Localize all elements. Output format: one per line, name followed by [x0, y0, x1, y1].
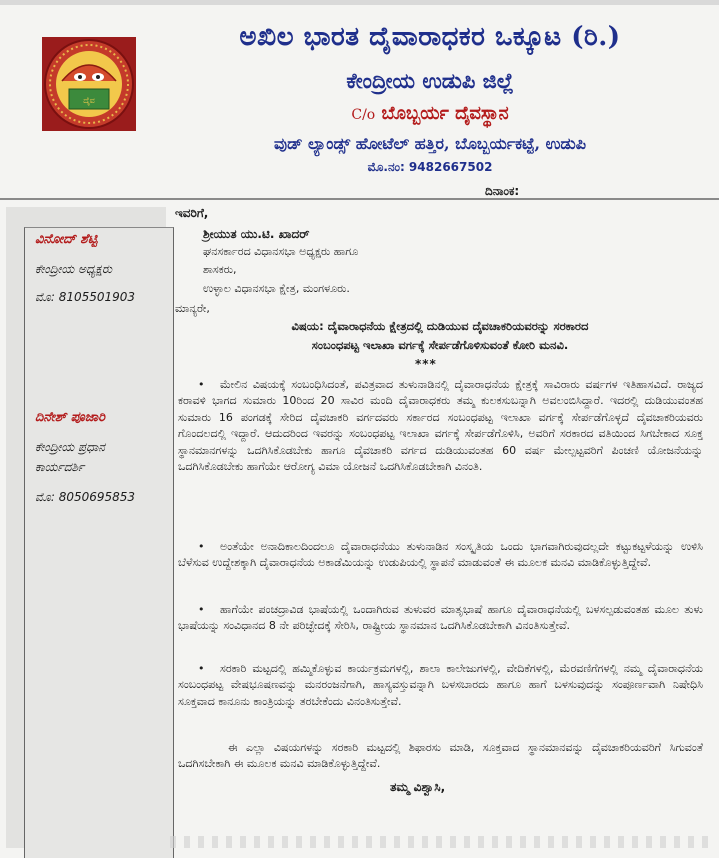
subject-line: ವಿಷಯ: ದೈವಾರಾಧನೆಯ ಕ್ಷೇತ್ರದಲ್ಲಿ ದುಡಿಯುವ ದೈವಚಾಕರಿಯವರನ್ನು ಸರಕಾರದ	[291, 319, 589, 333]
care-of-line	[150, 103, 710, 124]
member-phone-secretary: ಮೊ: 8050695853	[35, 490, 136, 504]
paragraph	[178, 661, 703, 710]
recipient-line: ಶಾಸಕರು,	[203, 263, 237, 276]
emblem-text: ದೈವ	[83, 96, 95, 105]
salutation: ಮಾನ್ಯರೇ,	[175, 302, 210, 315]
top-border	[0, 0, 719, 5]
member-role-president: ಕೇಂದ್ರೀಯ ಅಧ್ಯಕ್ಷರು	[35, 262, 113, 276]
member-phone-president: ಮೊ: 8105501903	[35, 290, 136, 304]
care-of-name: ಬೊಬ್ಬರ್ಯ ದೈವಸ್ಥಾನ	[381, 103, 509, 124]
recipient-line: ಘನಸರ್ಕಾರದ ವಿಧಾನಸಭಾ ಅಧ್ಯಕ್ಷರು ಹಾಗೂ	[203, 245, 359, 258]
member-role-secretary-line2: ಕಾರ್ಯದರ್ಶಿ	[35, 460, 85, 474]
paragraph-text: ಸರಕಾರಿ ಮಟ್ಟದಲ್ಲಿ ಹಮ್ಮಿಕೊಳ್ಳುವ ಕಾರ್ಯಕ್ರಮಗಳಲ್ಲಿ, ಶಾಲಾ ಕಾಲೇಜುಗಳಲ್ಲಿ, ವೇದಿಕೆಗಳಲ್ಲಿ, ಮೆರವಣಿಗೆಗಳಲ್ಲಿ ನಮ್ಮ ದೈವಾರಾಧನೆಯ ಸಂಬಂಧಪಟ್ಟ ವೇಷಭೂಷಣವನ್ನು ಮನರಂಜನೆಗಾಗಿ, ಹಾಸ್ಯವಸ್ತುವನ್ನಾಗಿ ಬಳಸಬಾರದು ಹಾಗೂ ಹಾಗೆ ಬಳಸುವುದನ್ನು ಸಂಪೂರ್ಣವಾಗಿ ನಿಷೇಧಿಸಿ ಸೂಕ್ತವಾದ ಕಾನೂನು ಕಾಂತ್ರಿಯನ್ನು ತರಬೇಕೆಂದು ವಿನಂತಿಸುತ್ತೇವೆ.	[178, 662, 703, 708]
paragraph-text: ಹಾಗೆಯೇ ಪಂಚದ್ರಾವಿಡ ಭಾಷೆಯಲ್ಲಿ ಒಂದಾಗಿರುವ ತುಳುವರ ಮಾತೃಭಾಷೆ ಹಾಗೂ ದೈವಾರಾಧನೆಯಲ್ಲಿ ಬಳಸಲ್ಪಡುವಂತಹ ಮೂಲ ತುಳು ಭಾಷೆಯನ್ನು ಸಂವಿಧಾನದ 8 ನೇ ಪರಿಚ್ಛೇದಕ್ಕೆ ಸೇರಿಸಿ, ರಾಷ್ಟ್ರೀಯ ಸ್ಥಾನಮಾನ ಒದಗಿಸಿಕೊಡಬೇಕಾಗಿ ವಿನಂತಿಸುತ್ತೇವೆ.	[178, 603, 703, 633]
member-role-secretary-line1: ಕೇಂದ್ರೀಯ ಪ್ರಧಾನ	[35, 440, 105, 454]
org-subtitle: ಕೇಂದ್ರೀಯ ಉಡುಪಿ ಜಿಲ್ಲೆ	[346, 68, 514, 93]
closing: ತಮ್ಮ ವಿಶ್ವಾಸಿ,	[390, 780, 446, 794]
sidebar-panel	[24, 227, 174, 858]
bullet-icon: •	[198, 603, 205, 616]
member-name-president: ವಿನೋದ್ ಶೆಟ್ಟಿ	[35, 232, 98, 247]
org-phone: ಮೊ.ನಂ: 9482667502	[367, 160, 493, 174]
member-name-secretary: ದಿನೇಶ್ ಪೂಜಾರಿ	[35, 410, 105, 425]
sidebar	[6, 207, 166, 848]
org-address: ವುಡ್ ಲ್ಯಾಂಡ್ಸ್ ಹೋಟೆಲ್ ಹತ್ತಿರ, ಬೊಬ್ಬರ್ಯಕಟ್ಟೆ, ಉಡುಪಿ	[274, 134, 586, 153]
bullet-icon: •	[198, 662, 205, 675]
recipient-name: ಶ್ರೀಯುತ ಯು.ಟಿ. ಖಾದರ್	[203, 227, 310, 241]
final-paragraph: ಈ ಎಲ್ಲಾ ವಿಷಯಗಳನ್ನು ಸರಕಾರಿ ಮಟ್ಟದಲ್ಲಿ ಶಿಫಾರಸು ಮಾಡಿ, ಸೂಕ್ತವಾದ ಸ್ಥಾನಮಾನವನ್ನು ದೈವಚಾಕರಿಯವರಿಗೆ ಸಿಗುವಂತೆ ಒದಗಿಸಬೇಕಾಗಿ ಈ ಮೂಲಕ ಮನವಿ ಮಾಡಿಕೊಳ್ಳುತ್ತಿದ್ದೇವೆ.	[178, 741, 703, 771]
date-label: ದಿನಾಂಕ:	[485, 184, 520, 198]
organization-emblem-icon	[42, 37, 136, 131]
subject	[200, 317, 680, 355]
paragraph	[178, 539, 703, 572]
bullet-icon: •	[198, 540, 205, 553]
paragraph	[178, 377, 703, 475]
paragraph-text: ಮೇಲಿನ ವಿಷಯಕ್ಕೆ ಸಂಬಂಧಿಸಿದಂತೆ, ಪವಿತ್ರವಾದ ತುಳುನಾಡಿನಲ್ಲಿ ದೈವಾರಾಧನೆಯ ಕ್ಷೇತ್ರಕ್ಕೆ ಸಾವಿರಾರು ವರ್ಷಗಳ ಇತಿಹಾಸವಿದೆ. ರಾಜ್ಯದ ಕರಾವಳಿ ಭಾಗದ ಸುಮಾರು 10ರಿಂದ 20 ಸಾವಿರ ಮಂದಿ ದೈವಾರಾಧಕರು ತಮ್ಮ ಕುಲಕಸುಬನ್ನಾಗಿ ಅವಲಂಬಿಸಿದ್ದಾರೆ. ಇದರಲ್ಲಿ ದುಡಿಯುವಂತಹ ಸುಮಾರು 16 ಪಂಗಡಕ್ಕೆ ಸೇರಿದ ದೈವಚಾಕರಿ ವರ್ಗದವರು ಸರ್ಕಾರದ ಸಂಬಂಧಪಟ್ಟ ಇಲಾಖಾ ವರ್ಗಕ್ಕೆ ಸೇರ್ಪಡೆಗೊಳ್ಳದೆ ದೈವಚಾಕರಿಯವರು ಗೊಂದಲದಲ್ಲಿ ಇದ್ದಾರೆ. ಆದುದರಿಂದ ಇವರನ್ನು ಸಂಬಂಧಪಟ್ಟ ಇಲಾಖಾ ವರ್ಗಕ್ಕೆ ಸೇರ್ಪಡೆಗೊಳಿಸಿ, ಅವರಿಗೆ ಸರಕಾರದ ವತಿಯಿಂದ ಸಿಗಬೇಕಾದ ಸೂಕ್ತ ಸ್ಥಾನಮಾನಗಳನ್ನು ಒದಗಿಸಿಕೊಡಬೇಕು ಹಾಗೂ ದೈವಚಾಕರಿ ವರ್ಗದ ದುಡಿಯುವಂತಹ 60 ವರ್ಷ ಮೇಲ್ಪಟ್ಟವರಿಗೆ ಪಿಂಚಣಿ ಯೋಜನೆಯನ್ನು ಒದಗಿಸಿಕೊಡಬೇಕು ಹಾಗೆಯೇ ಆರೋಗ್ಯ ವಿಮಾ ಯೋಜನೆ ಒದಗಿಸಿಕೊಡಬೇಕಾಗಿ ವಿನಂತಿ.	[178, 378, 703, 474]
separator: ***	[415, 357, 437, 371]
care-of-prefix: C/o	[351, 107, 376, 123]
subject-line: ಸಂಬಂಧಪಟ್ಟ ಇಲಾಖಾ ವರ್ಗಕ್ಕೆ ಸೇರ್ಪಡೆಗೊಳಿಸುವಂತೆ ಕೋರಿ ಮನವಿ.	[311, 338, 569, 352]
header-divider	[0, 198, 719, 200]
recipient-line: ಉಳ್ಳಾಲ ವಿಧಾನಸಭಾ ಕ್ಷೇತ್ರ, ಮಂಗಳೂರು.	[203, 282, 350, 295]
paragraph	[178, 602, 703, 635]
paragraph-text: ಅಂತೆಯೇ ಅನಾದಿಕಾಲದಿಂದಲೂ ದೈವಾರಾಧನೆಯು ತುಳುನಾಡಿನ ಸಂಸ್ಕೃತಿಯ ಒಂದು ಭಾಗವಾಗಿರುವುದಲ್ಲದೇ ಕಟ್ಟುಕಟ್ಟಳೆಯನ್ನು ಉಳಿಸಿ ಬೆಳೆಸುವ ಉದ್ದೇಶಕ್ಕಾಗಿ ದೈವಾರಾಧನೆಯ ಅಕಾಡೆಮಿಯನ್ನು ಉಡುಪಿಯಲ್ಲಿ ಸ್ಥಾಪನೆ ಮಾಡುವಂತೆ ಈ ಮೂಲಕ ಮನವಿ ಮಾಡಿಕೊಳ್ಳುತ್ತಿದ್ದೇವೆ.	[178, 540, 703, 570]
org-title: ಅಖಿಲ ಭಾರತ ದೈವಾರಾಧಕರ ಒಕ್ಕೂಟ (ರಿ.)	[239, 22, 621, 52]
faded-text-remnant	[170, 836, 710, 848]
to-label: ಇವರಿಗೆ,	[175, 206, 209, 220]
bullet-icon: •	[198, 378, 205, 391]
